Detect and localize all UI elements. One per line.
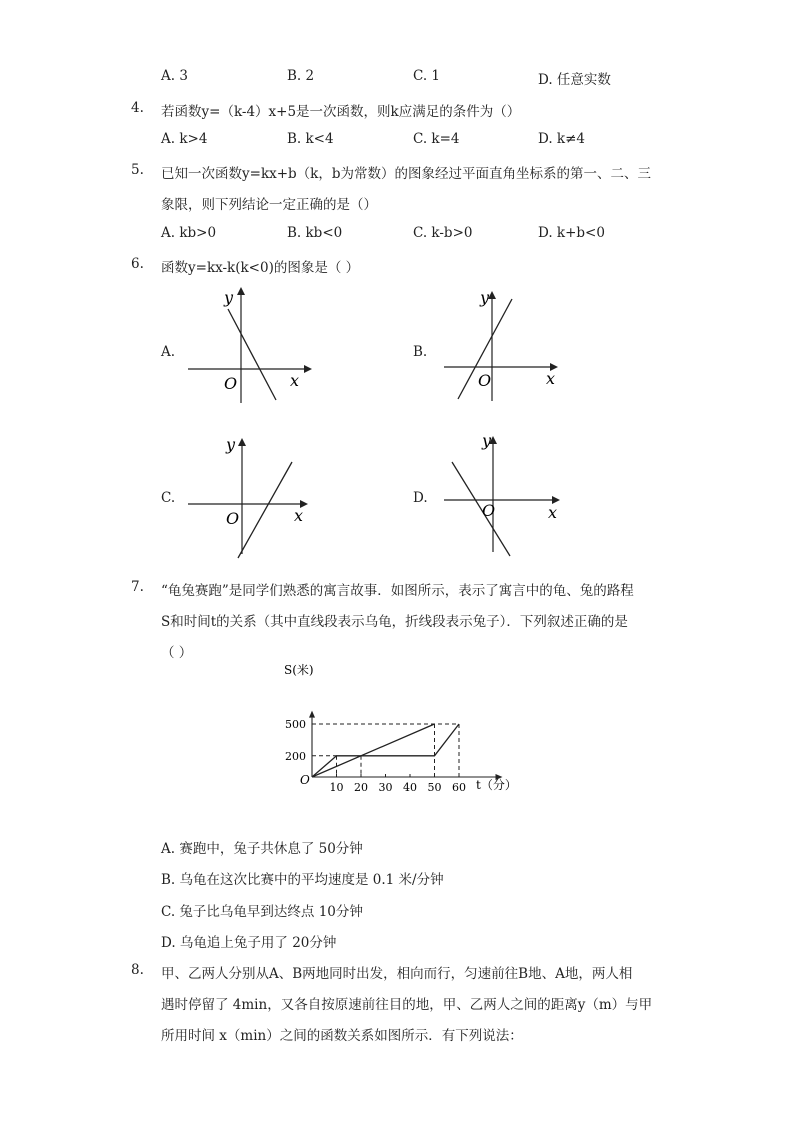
q6-b-x-label: x <box>546 369 556 388</box>
chart-origin-label: O <box>300 773 310 787</box>
q7-option-d: D. 乌龟追上兔子用了 20分钟 <box>161 935 337 951</box>
chart-xlabel: t（分） <box>476 778 517 792</box>
q6-a-x-label: x <box>290 371 300 390</box>
y-axis-arrow <box>309 711 315 718</box>
x-tick-label: 40 <box>403 781 417 794</box>
q4-option-b: B. k<4 <box>287 131 334 147</box>
q5-option-b: B. kb<0 <box>287 225 343 241</box>
x-tick-label: 50 <box>427 781 442 794</box>
x-tick-label: 10 <box>329 781 344 794</box>
tortoise-line <box>312 724 435 777</box>
q6-d-x-label: x <box>548 503 558 522</box>
q8-stem-line1: 甲、乙两人分别从A、B两地同时出发，相向而行，匀速前往B地、A地，两人相 <box>161 966 633 982</box>
y-tick-label: 500 <box>285 718 306 731</box>
q5-stem-line1: 已知一次函数y=kx+b（k，b为常数）的图象经过平面直角坐标系的第一、二、三 <box>161 166 652 182</box>
q7-option-a: A. 赛跑中，兔子共休息了 50分钟 <box>161 841 363 857</box>
q5-number: 5. <box>131 162 144 178</box>
q5-option-a: A. kb>0 <box>161 225 217 241</box>
q7-stem-line3: （ ） <box>161 645 193 661</box>
q4-stem: 若函数y=（k-4）x+5是一次函数，则k应满足的条件为（） <box>161 104 521 120</box>
q7-stem-line2: S和时间t的关系（其中直线段表示乌龟，折线段表示兔子）．下列叙述正确的是 <box>161 614 628 630</box>
q8-stem-line3: 所用时间 x（min）之间的函数关系如图所示．有下列说法： <box>161 1028 523 1044</box>
q7-option-b: B. 乌龟在这次比赛中的平均速度是 0.1 米/分钟 <box>161 872 444 888</box>
q6-c-y-label: y <box>226 435 236 454</box>
q6-c-x-label: x <box>294 506 304 525</box>
q5-option-c: C. k-b>0 <box>413 225 473 241</box>
q3-option-c: C. 1 <box>413 68 441 84</box>
q8-number: 8. <box>131 962 144 978</box>
q6-stem: 函数y=kx-k(k<0)的图象是（ ） <box>161 260 360 276</box>
q3-option-a: A. 3 <box>161 68 188 84</box>
q7-option-c: C. 兔子比乌龟早到达终点 10分钟 <box>161 904 363 920</box>
q5-stem-line2: 象限，则下列结论一定正确的是（） <box>161 197 377 213</box>
hare-line <box>312 724 459 777</box>
q6-option-a-label: A. <box>161 344 176 360</box>
q6-option-b-label: B. <box>413 344 428 360</box>
q6-graph-d <box>440 430 570 560</box>
chart-ylabel: S(米) <box>284 663 314 677</box>
q7-number: 7. <box>131 579 144 595</box>
q5-option-d: D. k+b<0 <box>538 225 605 241</box>
y-tick-label: 200 <box>285 749 306 763</box>
q6-a-origin-label: O <box>224 374 238 393</box>
q6-option-c-label: C. <box>161 490 176 506</box>
x-tick-label: 30 <box>378 781 393 794</box>
q4-option-c: C. k=4 <box>413 131 460 147</box>
q6-b-y-label: y <box>480 288 490 307</box>
q4-option-a: A. k>4 <box>161 131 208 147</box>
x-tick-label: 20 <box>354 781 368 794</box>
x-tick-label: 60 <box>452 781 466 794</box>
q3-option-b: B. 2 <box>287 68 315 84</box>
q6-graph-c <box>186 432 316 562</box>
q7-stem-line1: “龟兔赛跑”是同学们熟悉的寓言故事．如图所示，表示了寓言中的龟、兔的路程 <box>161 583 634 599</box>
q6-graph-b <box>440 285 570 405</box>
q6-c-origin-label: O <box>226 509 240 528</box>
q6-a-y-label: y <box>224 288 234 307</box>
q4-option-d: D. k≠4 <box>538 131 586 147</box>
q6-number: 6. <box>131 256 144 272</box>
q6-graph-a <box>184 285 314 405</box>
q6-option-d-label: D. <box>413 490 428 506</box>
q8-stem-line2: 遇时停留了 4min，又各自按原速前往目的地，甲、乙两人之间的距离y（m）与甲 <box>161 997 653 1013</box>
q3-option-d: D. 任意实数 <box>538 72 611 88</box>
q6-b-origin-label: O <box>478 371 492 390</box>
race-chart <box>270 660 517 800</box>
q6-d-y-label: y <box>482 431 492 450</box>
q6-d-origin-label: O <box>482 501 496 520</box>
q4-number: 4. <box>131 100 144 116</box>
